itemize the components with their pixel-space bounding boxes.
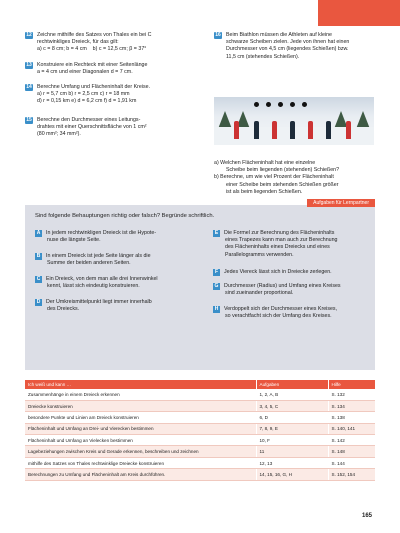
statements-box bbox=[25, 200, 375, 370]
statement-text: eines Trapezes kann man auch zur Berechnung bbox=[225, 237, 338, 244]
biathlon-photo bbox=[214, 97, 374, 145]
exercise-12 bbox=[25, 32, 205, 54]
statement-text: Parallelogramms verwenden. bbox=[225, 251, 294, 258]
exercise-number: 13 bbox=[26, 62, 32, 68]
exercise-number: 16 bbox=[215, 32, 221, 38]
statement-b bbox=[35, 253, 200, 267]
exercise-part: b) Berechne, um wie viel Prozent der Flächeninhalt bbox=[214, 174, 334, 181]
exercise-14 bbox=[25, 84, 210, 106]
statement-letter: B bbox=[36, 253, 41, 259]
exercise-part: ist als beim liegenden Schießen. bbox=[226, 188, 303, 195]
statement-g bbox=[213, 283, 373, 297]
statement-d bbox=[35, 299, 200, 313]
exercise-text: Konstruiere ein Rechteck mit einer Seitenlänge bbox=[37, 62, 148, 68]
exercise-text: a = 4 cm und einer Diagonalen d = 7 cm. bbox=[37, 69, 133, 76]
exercise-text: Durchmesser von 4,5 cm (liegendes Schießen) bzw. bbox=[226, 46, 349, 53]
table-header: Ich weiß und kann … bbox=[25, 380, 256, 389]
table-cell: 11 bbox=[256, 446, 328, 457]
table-cell: besondere Punkte und Linien am Dreieck konstruieren bbox=[25, 412, 256, 423]
exercise-part: d) r = 0,15 km e) d = 6,2 cm f) d = 1,91 km bbox=[37, 98, 137, 105]
statement-text: sind zueinander proportional. bbox=[225, 290, 294, 297]
table-cell: S. 144 bbox=[328, 457, 375, 468]
statement-c bbox=[35, 276, 200, 290]
exercise-text: Beim Biathlon müssen die Athleten auf kleine bbox=[226, 32, 333, 38]
table-row bbox=[25, 423, 375, 434]
statements-question: Sind folgende Behauptungen richtig oder falsch? Begründe schriftlich. bbox=[35, 213, 215, 219]
table-cell: 6, D bbox=[256, 412, 328, 423]
page-number: 165 bbox=[361, 513, 372, 519]
partner-tag: Aufgaben für Lernpartner bbox=[307, 199, 375, 207]
statement-letter: C bbox=[36, 276, 41, 282]
table-cell: 1, 2, A, B bbox=[256, 389, 328, 400]
table-header: Hilfe bbox=[328, 380, 375, 389]
table-cell: 10, F bbox=[256, 435, 328, 446]
table-cell: Flächeninhalt und Umfang an Vielecken bestimmen bbox=[25, 435, 256, 446]
statement-letter: F bbox=[214, 269, 219, 275]
header-bar bbox=[0, 0, 400, 26]
statement-a bbox=[35, 230, 200, 244]
exercise-number: 15 bbox=[26, 117, 32, 123]
exercise-part: a) c = 8 cm; b = 4 cm bbox=[37, 46, 87, 53]
exercise-text: Berechne Umfang und Flächeninhalt der Kreise. bbox=[37, 84, 151, 90]
exercise-text: rechtwinkliges Dreieck, für das gilt: bbox=[37, 39, 119, 46]
table-row bbox=[25, 400, 375, 411]
statement-text: In jedem rechtwinkligen Dreieck ist die Hypote- bbox=[46, 230, 157, 236]
statement-letter: A bbox=[36, 230, 41, 236]
table-cell: S. 138 bbox=[328, 412, 375, 423]
statement-text: so verachtfacht sich der Umfang des Kreises. bbox=[225, 313, 332, 320]
table-row bbox=[25, 457, 375, 468]
exercise-15 bbox=[25, 117, 205, 139]
statement-f bbox=[213, 269, 373, 276]
table-row bbox=[25, 435, 375, 446]
table-cell: S. 148 bbox=[328, 446, 375, 457]
exercise-part: einer Scheibe beim stehenden Schießen größer bbox=[226, 181, 339, 188]
exercise-text: schwarze Scheiben zielen. Jede von ihnen hat einen bbox=[226, 39, 350, 46]
statement-text: Ein Dreieck, von dem man alle drei Innenwinkel bbox=[46, 276, 158, 282]
exercise-text: Zeichne mithilfe des Satzes von Thales ein bei C bbox=[37, 32, 152, 38]
table-cell: S. 134 bbox=[328, 400, 375, 411]
statement-letter: G bbox=[214, 283, 219, 289]
statement-h bbox=[213, 306, 373, 320]
exercise-part: b) c = 12,5 cm; β = 37° bbox=[92, 46, 147, 53]
statement-text: Summe der beiden anderen Seiten. bbox=[47, 260, 131, 267]
exercise-16 bbox=[214, 32, 379, 61]
statement-text: Jedes Viereck lässt sich in Dreiecke zerlegen. bbox=[224, 269, 332, 275]
statement-text: des Dreiecks. bbox=[47, 306, 80, 313]
table-header: Aufgaben bbox=[256, 380, 328, 389]
exercise-number: 14 bbox=[26, 84, 32, 90]
statement-e bbox=[213, 230, 373, 259]
exercise-text: (80 mm²; 34 mm²). bbox=[37, 131, 81, 138]
statement-text: Die Formel zur Berechnung des Flächeninhalts bbox=[224, 230, 335, 236]
table-row bbox=[25, 389, 375, 400]
table-cell: S. 140, 141 bbox=[328, 423, 375, 434]
table-cell: Lagebeziehungen zwischen Kreis und Gerade erkennen, beschreiben und zeichnen bbox=[25, 446, 256, 457]
table-cell: Zusammenhänge in einem Dreieck erkennen bbox=[25, 389, 256, 400]
table-row bbox=[25, 469, 375, 480]
table-cell: S. 132 bbox=[328, 389, 375, 400]
table-cell: Berechnungen zu Umfang und Flächeninhalt am Kreis durchführen. bbox=[25, 469, 256, 480]
exercise-part: a) r = 5,7 cm b) r = 2,5 cm c) r = 18 mm bbox=[37, 91, 130, 98]
exercise-16-questions bbox=[214, 160, 384, 196]
table-cell: 12, 13 bbox=[256, 457, 328, 468]
table-cell: 14, 15, 16, G, H bbox=[256, 469, 328, 480]
exercise-part: Scheibe beim liegenden (stehenden) Schießen? bbox=[226, 167, 340, 174]
exercise-text: drahtes mit einer Querschnittsfläche von 1 cm² bbox=[37, 124, 147, 131]
table-row bbox=[25, 412, 375, 423]
table-cell: mithilfe des Satzes von Thales rechtwinklige Dreiecke konstruieren bbox=[25, 457, 256, 468]
exercise-text: Berechne den Durchmesser eines Leitungs- bbox=[37, 117, 141, 123]
statement-text: des Flächeninhalts eines Dreiecks und eines bbox=[225, 244, 330, 251]
table-cell: S. 142 bbox=[328, 435, 375, 446]
exercise-13 bbox=[25, 62, 205, 76]
statement-text: Verdoppelt sich der Durchmesser eines Kreises, bbox=[224, 306, 338, 312]
table-cell: Dreiecke konstruieren bbox=[25, 400, 256, 411]
statement-text: kennt, lässt sich eindeutig konstruieren. bbox=[47, 283, 140, 290]
exercise-part: a) Welchen Flächeninhalt hat eine einzelne bbox=[214, 160, 316, 166]
table-row bbox=[25, 446, 375, 457]
self-assessment-table bbox=[25, 380, 375, 481]
statement-letter: E bbox=[214, 230, 219, 236]
table-cell: Flächeninhalt und Umfang an Drei- und Vierecken bestimmen bbox=[25, 423, 256, 434]
table-cell: 7, 8, 9, E bbox=[256, 423, 328, 434]
statement-letter: D bbox=[36, 299, 41, 305]
statement-text: nuse die längste Seite. bbox=[47, 237, 101, 244]
table-cell: 3, 4, 5, C bbox=[256, 400, 328, 411]
table-header-row bbox=[25, 380, 375, 389]
statement-text: Der Umkreismittelpunkt liegt immer innerhalb bbox=[46, 299, 152, 305]
statement-letter: H bbox=[214, 306, 219, 312]
statement-text: In einem Dreieck ist jede Seite länger als die bbox=[46, 253, 151, 259]
table-cell: S. 152, 154 bbox=[328, 469, 375, 480]
exercise-number: 12 bbox=[26, 32, 32, 38]
exercise-text: 11,5 cm (stehendes Schießen). bbox=[226, 53, 300, 60]
statement-text: Durchmesser (Radius) und Umfang eines Kreises bbox=[224, 283, 341, 289]
